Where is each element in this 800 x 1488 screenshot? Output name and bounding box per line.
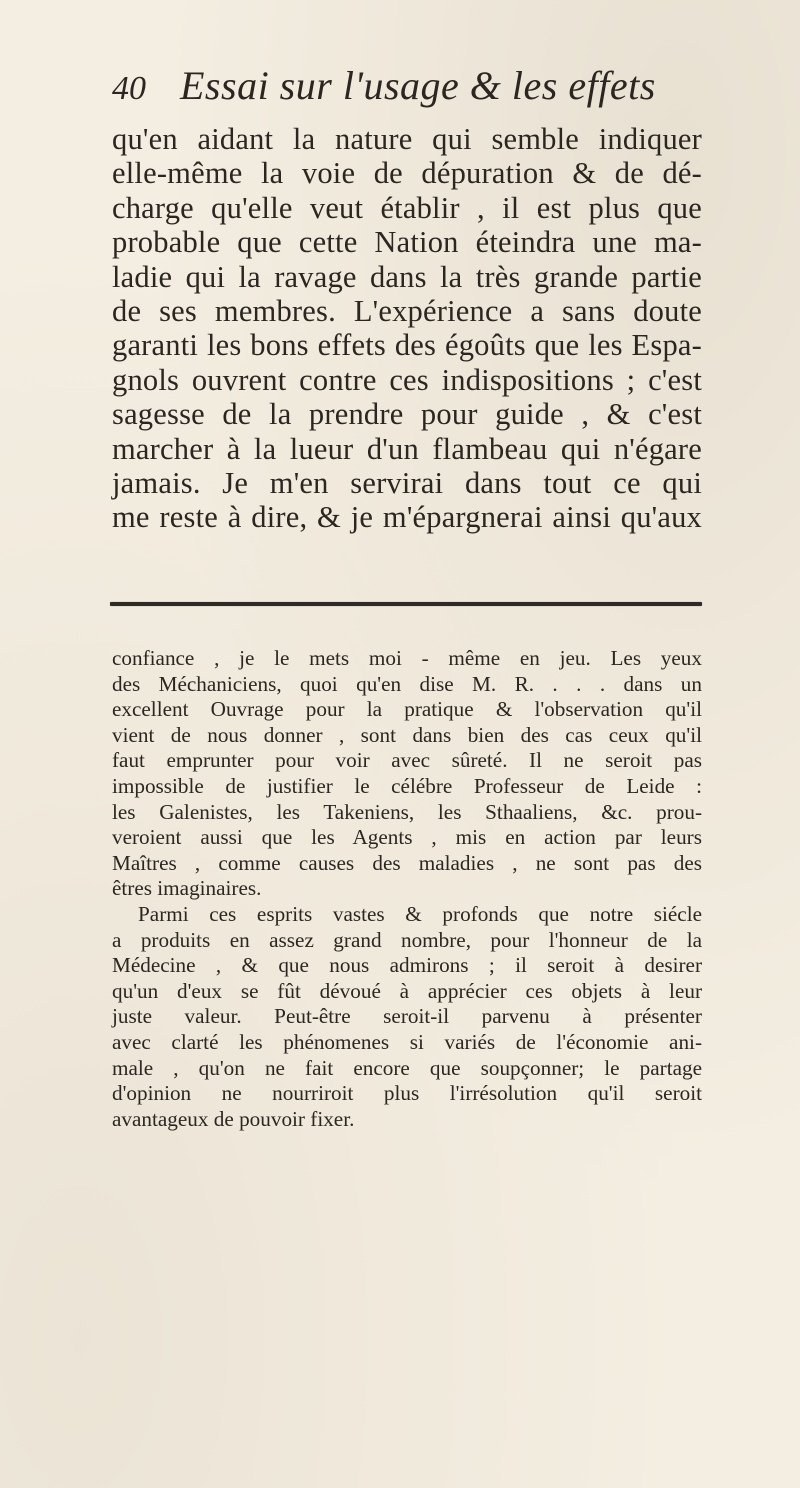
footnote-line: avec clarté les phénomenes si variés de l'économie ani- [112,1029,702,1054]
footnote-line: male , qu'on ne fait encore que soupçonner; le partage [112,1055,702,1080]
footnote-line: d'opinion ne nourriroit plus l'irrésolution qu'il seroit [112,1081,702,1106]
footnote-line: Parmi ces esprits vastes & profonds que notre siécle [138,901,702,926]
running-head [112,62,712,122]
main-text-line: garanti les bons effets des égoûts que les Espa- [112,328,702,363]
main-text-block [112,122,702,535]
main-text-line: sagesse de la prendre pour guide , & c'est [112,397,702,432]
footnote-line: excellent Ouvrage pour la pratique & l'observation qu'il [112,697,702,722]
footnote-line: a produits en assez grand nombre, pour l'honneur de la [112,927,702,952]
footnote-line: avantageux de pouvoir fixer. [112,1106,355,1131]
main-text-line: me reste à dire, & je m'épargnerai ainsi qu'aux [112,500,702,535]
footnote-line: juste valeur. Peut-être seroit-il parvenu à présenter [112,1004,702,1029]
footnote-block [112,646,702,1132]
footnote-line: impossible de justifier le célébre Professeur de Leide : [112,773,702,798]
footnote-line: confiance , je le mets moi - même en jeu. Les yeux [112,646,702,670]
footnote-line: êtres imaginaires. [112,876,262,901]
main-text-line: ladie qui la ravage dans la très grande partie [112,259,702,294]
footnote-line: faut emprunter pour voir avec sûreté. Il ne seroit pas [112,748,702,773]
footnote-line: vient de nous donner , sont dans bien des cas ceux qu'il [112,722,702,747]
footnote-line: qu'un d'eux se fût dévoué à apprécier ces objets à leur [112,978,702,1003]
main-text-line: jamais. Je m'en servirai dans tout ce qui [112,466,702,501]
page-number: 40 [112,70,146,107]
main-text-line: elle-même la voie de dépuration & de dé- [112,156,702,191]
footnote-line: des Méchaniciens, quoi qu'en dise M. R. . . . dans un [112,671,702,696]
running-title: Essai sur l'usage & les effets [180,63,656,108]
footnote-line: Médecine , & que nous admirons ; il seroit à desirer [112,953,702,978]
main-text-line: probable que cette Nation éteindra une ma- [112,225,702,260]
main-text-line: marcher à la lueur d'un flambeau qui n'égare [112,431,702,466]
footnote-line: Maîtres , comme causes des maladies , ne sont pas des [112,850,702,875]
main-text-line: de ses membres. L'expérience a sans doute [112,294,702,329]
main-text-line: qu'en aidant la nature qui semble indiquer [112,122,702,156]
footnote-divider [110,602,702,606]
footnote-line: les Galenistes, les Takeniens, les Sthaaliens, &c. prou- [112,799,702,824]
main-text-line: charge qu'elle veut établir , il est plus que [112,190,702,225]
footnote-line: veroient aussi que les Agents , mis en action par leurs [112,825,702,850]
main-text-line: gnols ouvrent contre ces indispositions ; c'est [112,362,702,397]
